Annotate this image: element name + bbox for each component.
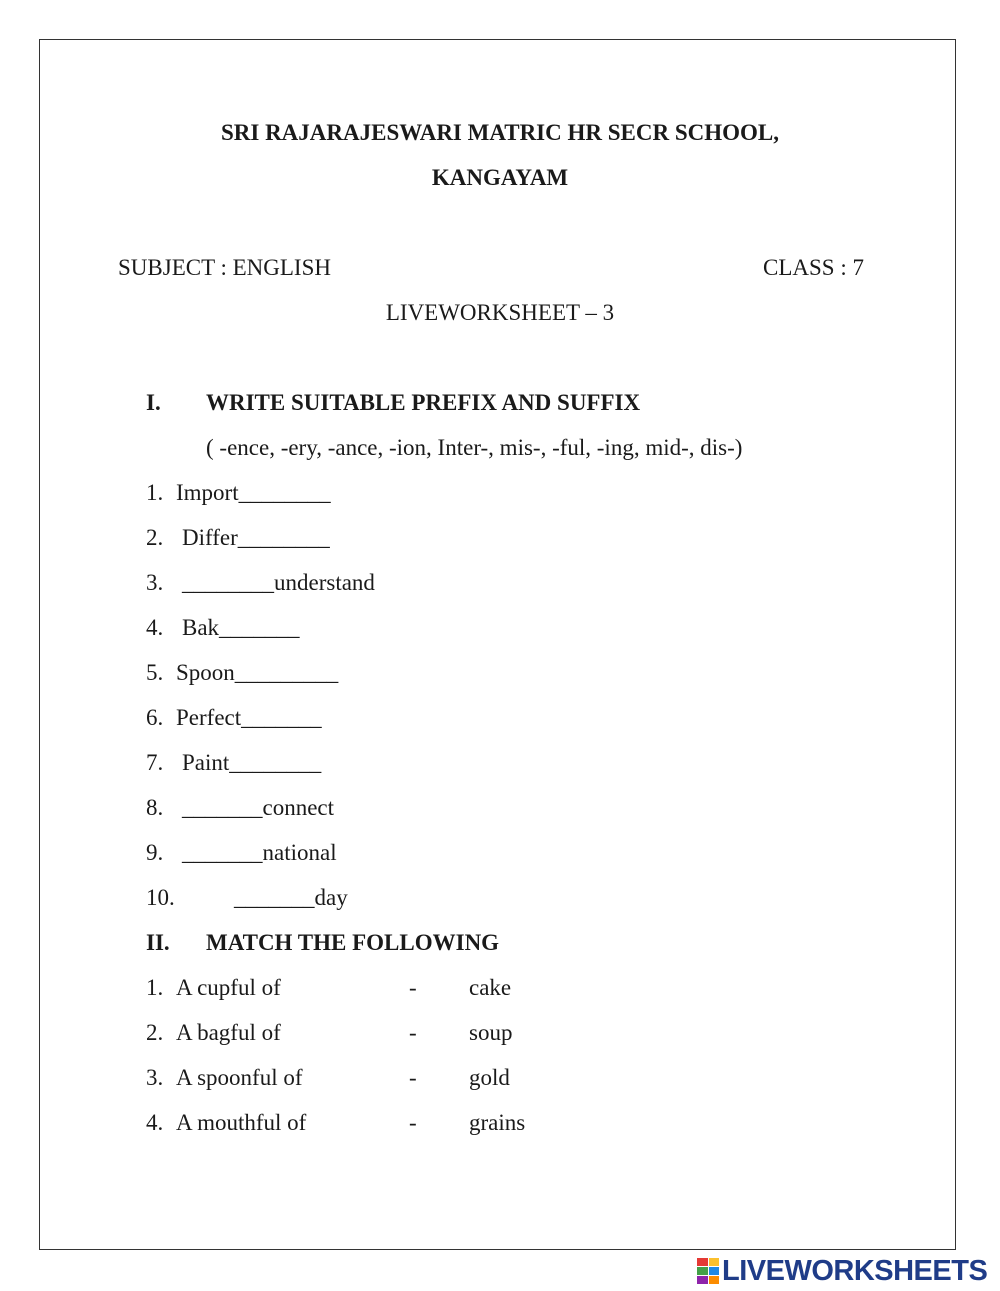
worksheet-title: LIVEWORKSHEET – 3: [385, 300, 615, 325]
class-label: CLASS : 7: [763, 255, 864, 280]
match-left[interactable]: A spoonful of: [176, 1065, 303, 1090]
section2-numeral: II.: [146, 930, 170, 955]
match-left[interactable]: A bagful of: [176, 1020, 281, 1045]
school-location: KANGAYAM: [431, 165, 569, 190]
fill-blank-item[interactable]: _______national: [182, 840, 337, 865]
logo-block: [709, 1276, 720, 1284]
logo-blocks-icon: [697, 1258, 719, 1284]
match-right[interactable]: grains: [469, 1110, 526, 1135]
item-number: 8.: [146, 795, 164, 820]
logo-block: [697, 1267, 708, 1275]
section1-options: ( -ence, -ery, -ance, -ion, Inter-, mis-, -ful, -ing, mid-, dis-): [206, 435, 743, 460]
item-number: 1.: [146, 480, 164, 505]
fill-blank-item[interactable]: Paint________: [182, 750, 322, 775]
item-number: 2.: [146, 525, 164, 550]
match-left[interactable]: A cupful of: [176, 975, 281, 1000]
logo-block: [697, 1258, 708, 1266]
match-right[interactable]: soup: [469, 1020, 513, 1045]
logo-block: [709, 1267, 720, 1275]
item-number: 9.: [146, 840, 164, 865]
fill-blank-item[interactable]: ________understand: [182, 570, 375, 595]
item-number: 1.: [146, 975, 164, 1000]
fill-blank-item[interactable]: _______day: [234, 885, 348, 910]
match-right[interactable]: cake: [469, 975, 512, 1000]
match-left[interactable]: A mouthful of: [176, 1110, 307, 1135]
section1-numeral: I.: [146, 390, 161, 415]
fill-blank-item[interactable]: Perfect_______: [176, 705, 322, 730]
section1-title: WRITE SUITABLE PREFIX AND SUFFIX: [206, 390, 641, 415]
item-number: 7.: [146, 750, 164, 775]
match-dash: -: [409, 1065, 417, 1090]
match-dash: -: [409, 975, 417, 1000]
section2-title: MATCH THE FOLLOWING: [206, 930, 500, 955]
item-number: 5.: [146, 660, 164, 685]
logo-block: [709, 1258, 720, 1266]
fill-blank-item[interactable]: Import________: [176, 480, 331, 505]
subject-label: SUBJECT : ENGLISH: [118, 255, 331, 280]
item-number: 2.: [146, 1020, 164, 1045]
liveworksheets-logo[interactable]: [697, 1254, 987, 1288]
item-number: 3.: [146, 570, 164, 595]
school-name: SRI RAJARAJESWARI MATRIC HR SECR SCHOOL,: [220, 120, 780, 145]
fill-blank-item[interactable]: Spoon_________: [176, 660, 339, 685]
item-number: 4.: [146, 1110, 164, 1135]
match-dash: -: [409, 1020, 417, 1045]
item-number: 4.: [146, 615, 164, 640]
match-right[interactable]: gold: [469, 1065, 510, 1090]
match-dash: -: [409, 1110, 417, 1135]
item-number: 6.: [146, 705, 164, 730]
fill-blank-item[interactable]: _______connect: [182, 795, 335, 820]
item-number: 10.: [146, 885, 175, 910]
fill-blank-item[interactable]: Differ________: [182, 525, 330, 550]
logo-text: LIVEWORKSHEETS: [722, 1254, 988, 1287]
logo-block: [697, 1276, 708, 1284]
item-number: 3.: [146, 1065, 164, 1090]
fill-blank-item[interactable]: Bak_______: [182, 615, 300, 640]
